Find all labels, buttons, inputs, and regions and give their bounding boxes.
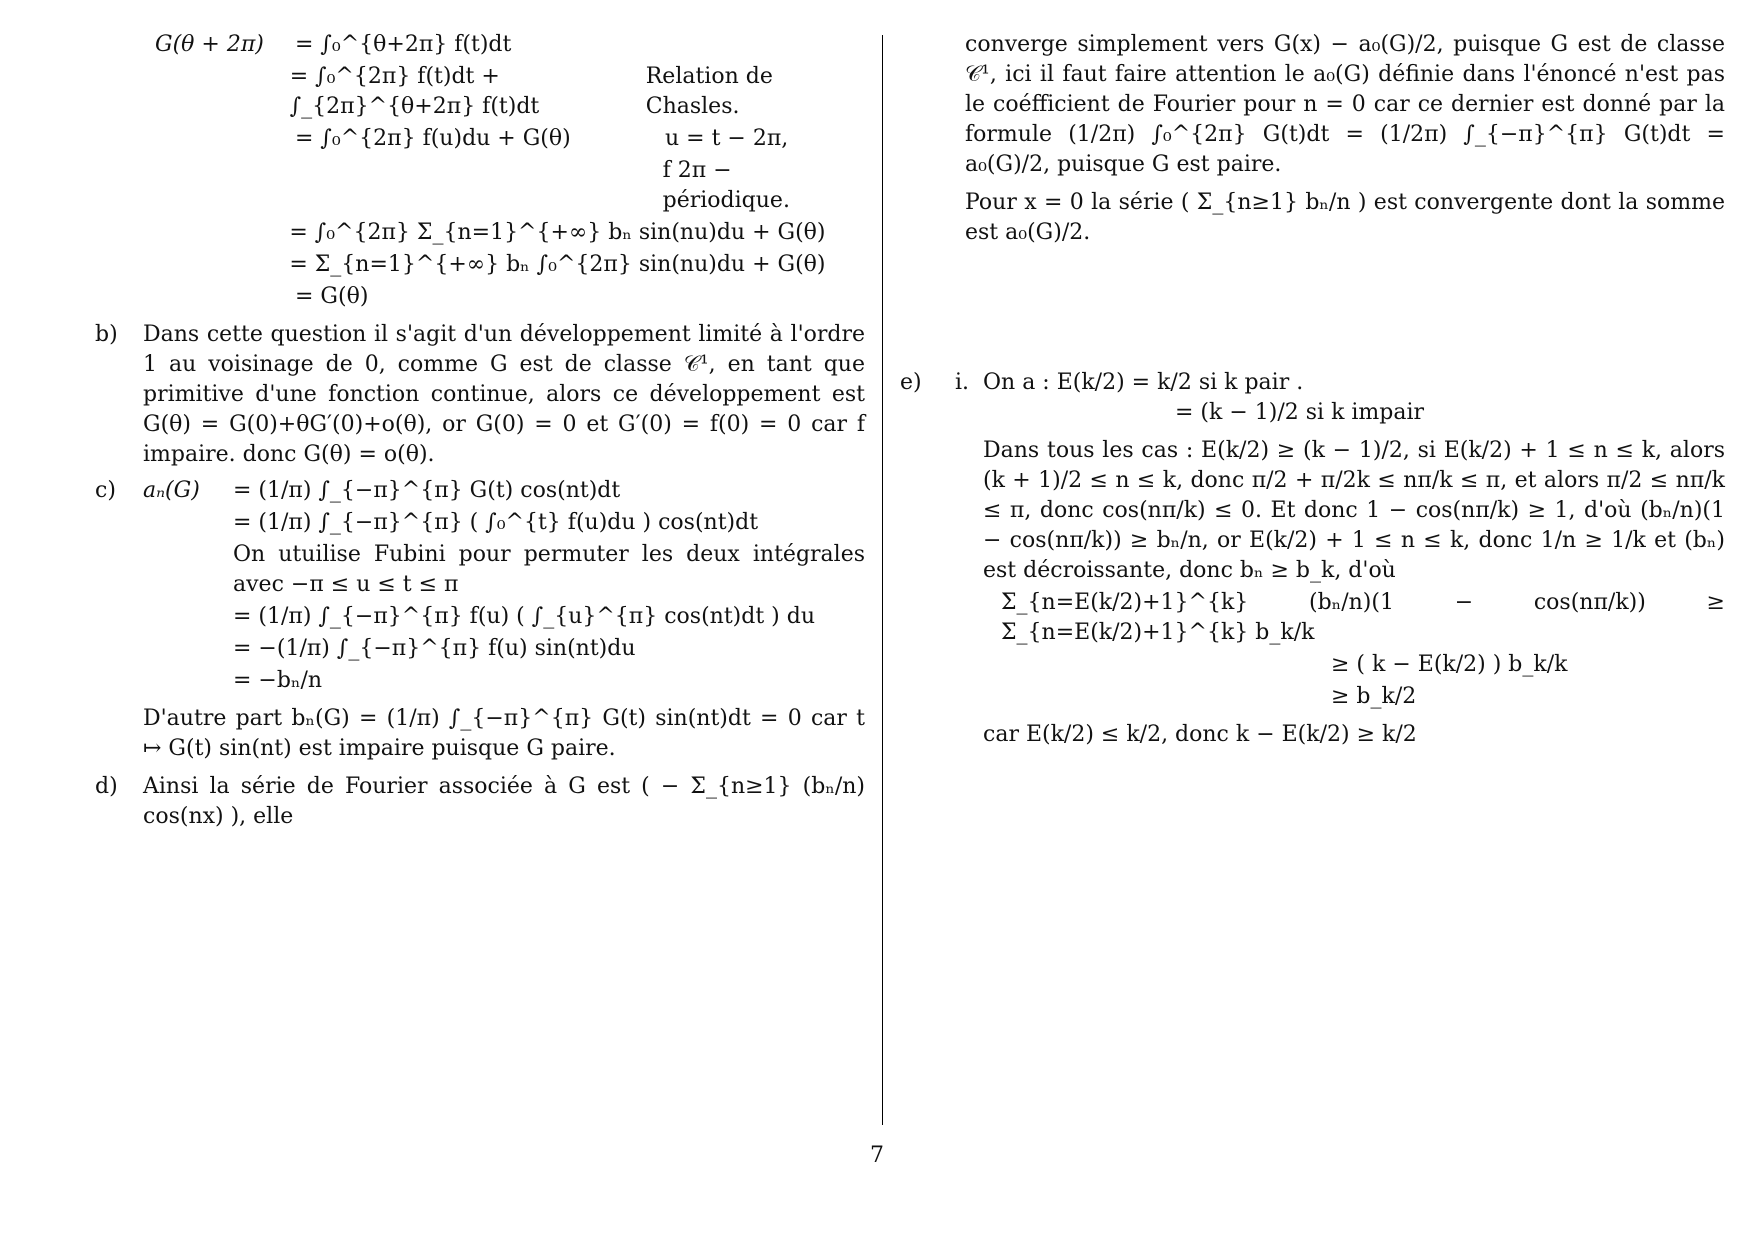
equation-note: Relation de Chasles. [645,64,773,119]
equation-line: = (1/π) ∫_{−π}^{π} G(t) cos(nt)dt [233,478,621,503]
equation-row [143,508,865,538]
equation-line: Σ_{n=E(k/2)+1}^{k} (bₙ/n)(1 − cos(nπ/k)) ≥ Σ_{n=E(k/2)+1}^{k} b_k/k [1001,590,1725,645]
equation-line: = ∫₀^{2π} f(u)du + G(θ) [295,126,571,151]
sub-item-label: i. [955,370,970,395]
equation-line: = −(1/π) ∫_{−π}^{π} f(u) sin(nt)du [233,636,636,661]
equation-row [95,30,865,60]
equation-line: ≥ ( k − E(k/2) ) b_k/k [1331,652,1568,677]
equation-lhs: aₙ(G) [143,478,200,503]
right-column [900,30,1725,750]
part-d [95,772,865,832]
equation-lhs: G(θ + 2π) [155,32,264,57]
equation-line: = ∫₀^{θ+2π} f(t)dt [295,32,512,57]
equation-row [143,666,865,696]
part-d-continued: converge simplement vers G(x) − a₀(G)/2, puisque G est de classe 𝒞¹, ici il faut faire attention le a₀(G) définie dans l'énoncé n'est pas le coéfficient de Fourier pour n = 0 car ce dernier est donné par la formule (1/2π) ∫₀^{2π} G(t)dt = (1/2π) ∫_{−π}^{π} G(t)dt = a₀(G)/2, puisque G est paire. [965,32,1725,177]
part-a-calculation [95,30,865,312]
fubini-note: On utuilise Fubini pour permuter les deux intégrales avec −π ≤ u ≤ t ≤ π [233,542,865,597]
other-part-text: D'autre part bₙ(G) = (1/π) ∫_{−π}^{π} G(t) sin(nt)dt = 0 car t ↦ G(t) sin(nt) est impaire puisque G paire. [143,706,865,761]
item-text: Ainsi la série de Fourier associée à G est ( − Σ_{n≥1} (bₙ/n) cos(nx) ), elle [143,774,865,829]
equation-row [143,476,865,506]
left-column [95,30,865,832]
item-label: b) [95,322,118,347]
part-b [95,320,865,470]
equation-row [95,156,865,216]
equation-line: = ∫₀^{2π} Σ_{n=1}^{+∞} bₙ sin(nu)du + G(θ) [289,220,826,245]
equation-line: = (1/π) ∫_{−π}^{π} f(u) ( ∫_{u}^{π} cos(nt)dt ) du [233,604,816,629]
item-text: Dans tous les cas : E(k/2) ≥ (k − 1)/2, si E(k/2) + 1 ≤ n ≤ k, alors (k + 1)/2 ≤ n ≤ k, donc π/2 + π/2k ≤ nπ/k ≤ π, et alors π/2 ≤ nπ/k ≤ π, donc cos(nπ/k) ≤ 0. Et donc 1 − cos(nπ/k) ≥ 1, d'où (bₙ/n)(1 − cos(nπ/k)) ≥ bₙ/n, or E(k/2) + 1 ≤ n ≤ k, donc 1/n ≥ 1/k et (bₙ) est décroissante, donc bₙ ≥ b_k, d'où [983,438,1725,583]
equation-line: = ∫₀^{2π} f(t)dt + ∫_{2π}^{θ+2π} f(t)dt [289,64,540,119]
equation-row [143,602,865,632]
item-label: e) [900,370,922,395]
equation-line: = G(θ) [295,284,369,309]
equation-row [95,218,865,248]
equation-line: ≥ b_k/2 [1331,684,1417,709]
item-text: Dans cette question il s'agit d'un développement limité à l'ordre 1 au voisinage de 0, comme G est de classe 𝒞¹, en tant que primitive d'une fonction continue, alors ce développement est G(θ) = G(0)+θG′(0)+o(θ), or G(0) = 0 et G′(0) = f(0) = 0 car f impaire. donc G(θ) = o(θ). [143,322,865,467]
part-c [95,476,865,764]
part-e [900,368,1725,750]
equation-line: = −bₙ/n [233,668,323,693]
item-label: d) [95,774,118,799]
part-d-continued-2: Pour x = 0 la série ( Σ_{n≥1} bₙ/n ) est convergente dont la somme est a₀(G)/2. [965,190,1725,245]
sum-inequality [973,588,1725,712]
equation-row [143,634,865,664]
equation-row [95,250,865,280]
column-divider [882,35,883,1125]
equation-line: On a : E(k/2) = k/2 si k pair . [983,370,1304,395]
equation-row [95,124,865,154]
equation-row [95,282,865,312]
equation-note: f 2π − périodique. [662,158,790,213]
equation-line: = Σ_{n=1}^{+∞} bₙ ∫₀^{2π} sin(nu)du + G(θ) [289,252,826,277]
conclusion-line: car E(k/2) ≤ k/2, donc k − E(k/2) ≥ k/2 [983,722,1417,747]
sub-item [955,368,1725,398]
item-label: c) [95,478,116,503]
page-number: 7 [870,1143,884,1168]
equation-line: = (k − 1)/2 si k impair [1175,400,1425,425]
equation-line: = (1/π) ∫_{−π}^{π} ( ∫₀^{t} f(u)du ) cos(nt)dt [233,510,759,535]
equation-note: u = t − 2π, [665,126,789,151]
equation-row [95,62,865,122]
